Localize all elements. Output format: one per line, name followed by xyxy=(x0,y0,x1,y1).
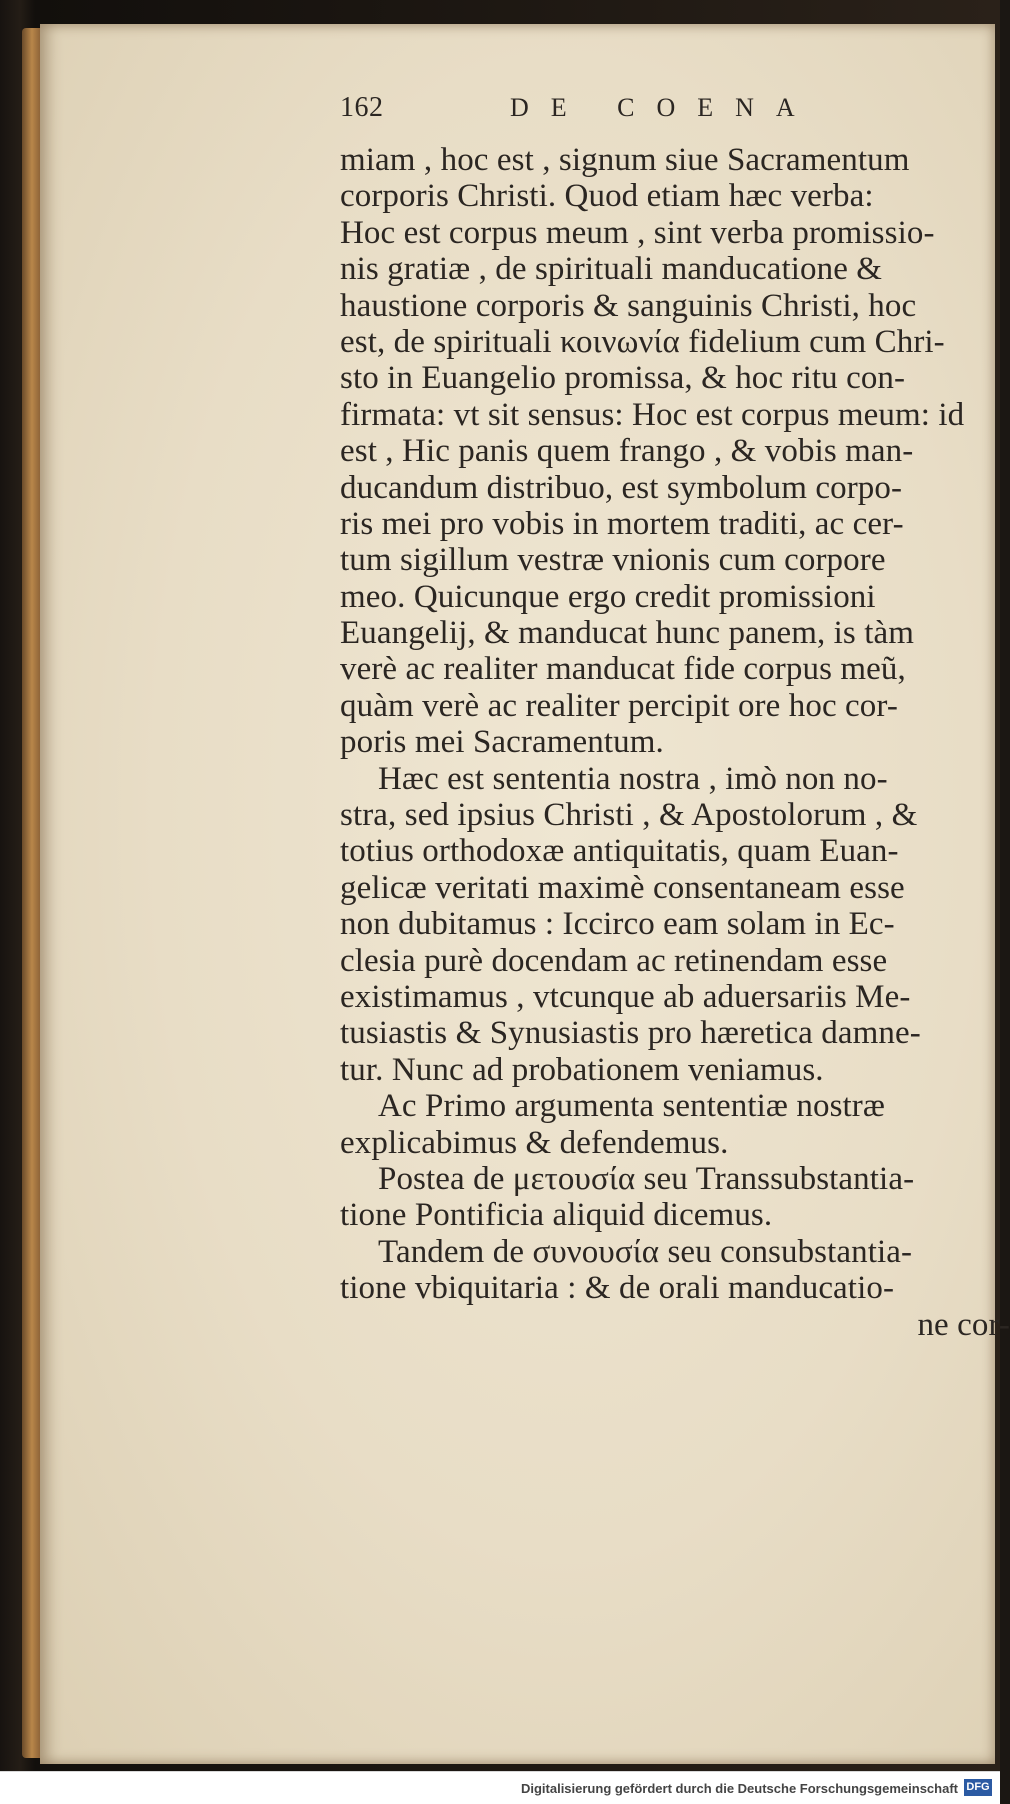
text-line: Tandem de συνουσία seu consubstantia- xyxy=(378,1233,913,1270)
text-line: tione Pontificia aliquid dicemus. xyxy=(340,1197,773,1234)
text-block xyxy=(340,92,1010,1343)
text-line: ne cor- xyxy=(917,1306,1010,1343)
funding-notice: Digitalisierung gefördert durch die Deutsche Forschungsgemeinschaft xyxy=(520,1781,958,1796)
book-page xyxy=(40,24,1010,1764)
text-line: clesia purè docendam ac retinendam esse xyxy=(340,942,888,979)
text-line: quàm verè ac realiter percipit ore hoc cor- xyxy=(340,687,898,724)
text-line: tur. Nunc ad probationem veniamus. xyxy=(340,1051,824,1088)
text-line: existimamus , vtcunque ab aduersariis Me- xyxy=(340,978,911,1015)
text-line: meo. Quicunque ergo credit promissioni xyxy=(340,578,876,615)
text-line: totius orthodoxæ antiquitatis, quam Euan- xyxy=(340,833,899,870)
text-line: est , Hic panis quem frango , & vobis man- xyxy=(340,433,914,470)
text-line: nis gratiæ , de spirituali manducatione & xyxy=(340,251,883,288)
running-head: DE COENA xyxy=(510,93,817,122)
text-line: est, de spirituali κοινωνία fidelium cum Chri- xyxy=(340,323,945,360)
text-line: Ac Primo argumenta sententiæ nostræ xyxy=(378,1088,885,1125)
text-line: haustione corporis & sanguinis Christi, hoc xyxy=(340,287,917,324)
text-line: tione vbiquitaria : & de orali manducatio- xyxy=(340,1270,895,1307)
text-line: miam , hoc est , signum siue Sacramentum xyxy=(340,142,910,178)
text-line: tum sigillum vestræ vnionis cum corpore xyxy=(340,542,886,579)
text-line: explicabimus & defendemus. xyxy=(340,1124,729,1161)
footer-bar xyxy=(0,1771,1000,1804)
text-line: corporis Christi. Quod etiam hæc verba: xyxy=(340,178,874,215)
text-line: stra, sed ipsius Christi , & Apostolorum , & xyxy=(340,797,918,834)
text-line: non dubitamus : Iccirco eam solam in Ec- xyxy=(340,906,895,943)
text-line: Hoc est corpus meum , sint verba promissio- xyxy=(340,214,935,251)
page-number: 162 xyxy=(340,92,384,123)
text-line: tusiastis & Synusiastis pro hæretica damne- xyxy=(340,1015,921,1052)
text-line: Euangelij, & manducat hunc panem, is tàm xyxy=(340,615,915,652)
text-line: gelicæ veritati maximè consentaneam esse xyxy=(340,869,905,906)
text-line: Postea de μετουσία seu Transsubstantia- xyxy=(378,1160,915,1197)
text-line: firmata: vt sit sensus: Hoc est corpus meum: id xyxy=(340,396,965,433)
body-text xyxy=(340,142,1010,1343)
text-line: poris mei Sacramentum. xyxy=(340,724,664,761)
text-line: verè ac realiter manducat fide corpus meũ, xyxy=(340,651,906,688)
text-line: ris mei pro vobis in mortem traditi, ac cer- xyxy=(340,505,904,542)
dfg-logo: DFG xyxy=(964,1779,992,1796)
page-header xyxy=(340,92,1010,142)
text-line: Hæc est sententia nostra , imò non no- xyxy=(378,760,888,797)
text-line: ducandum distribuo, est symbolum corpo- xyxy=(340,469,903,506)
text-line: sto in Euangelio promissa, & hoc ritu con- xyxy=(340,360,906,397)
